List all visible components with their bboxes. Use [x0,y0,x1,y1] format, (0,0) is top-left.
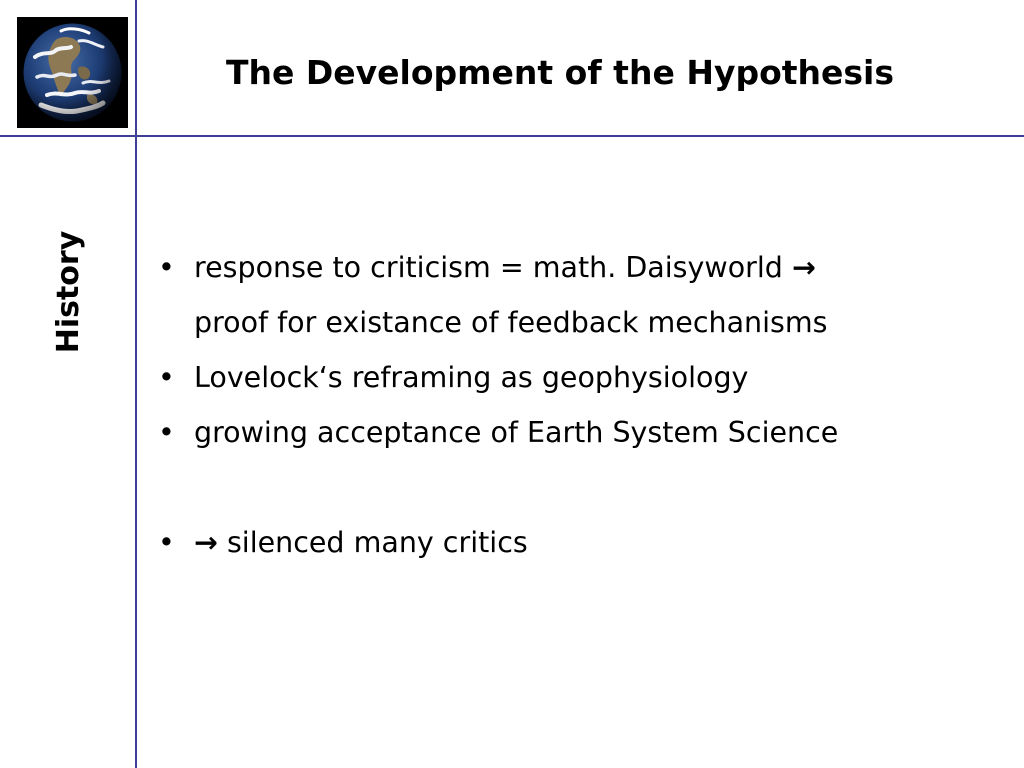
list-item [158,240,838,350]
bullet-marker: • [158,416,175,449]
bullet-list [158,240,838,570]
bullet-text: silenced many critics [217,526,528,559]
bullet-marker: • [158,526,175,559]
bullet-text: Lovelock‘s reframing as geophysiology [194,361,749,394]
bullet-marker: • [158,361,175,394]
section-label: History [51,230,86,354]
list-item [158,515,838,570]
earth-globe-icon [17,17,128,128]
slide-title: The Development of the Hypothesis [226,53,894,92]
bullet-text-continued: proof for existance of feedback mechanisms [194,306,828,339]
bullet-text: response to criticism = math. Daisyworld [194,251,792,284]
bullet-marker: • [158,251,175,284]
right-arrow-icon: → [194,526,218,559]
right-arrow-icon: → [791,251,816,284]
bullet-text: growing acceptance of Earth System Science [194,416,839,449]
horizontal-divider [0,135,1024,137]
list-item [158,350,838,405]
vertical-divider [135,0,137,768]
list-item [158,405,838,460]
